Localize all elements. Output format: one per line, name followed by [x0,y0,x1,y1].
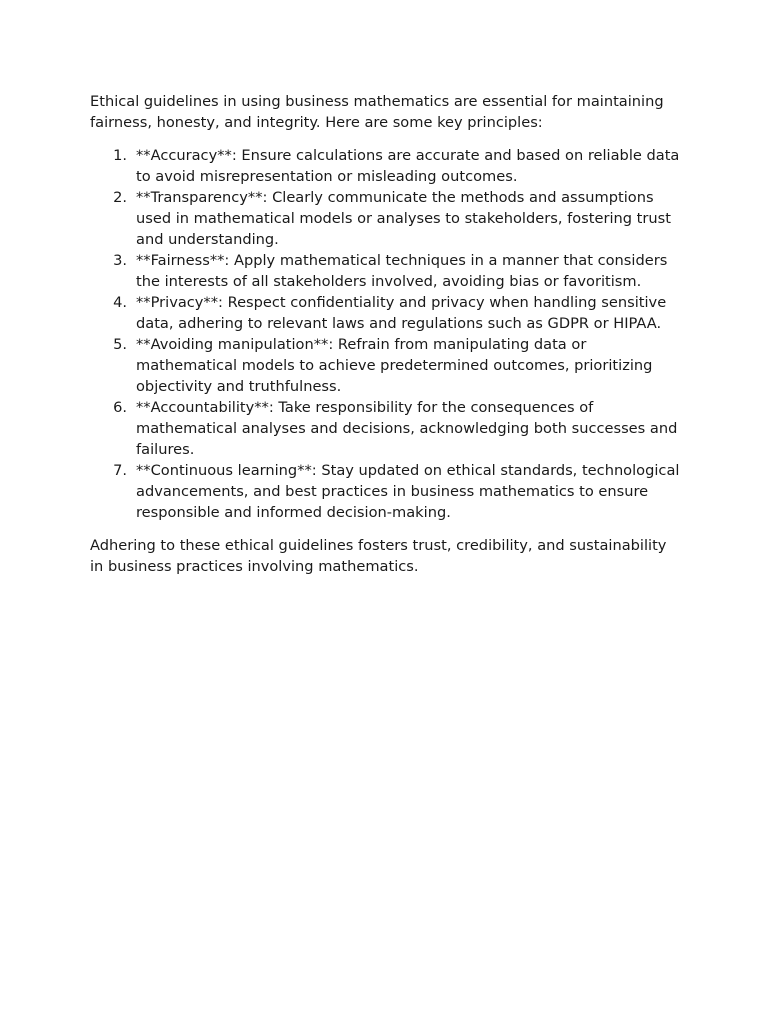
principles-list [90,145,680,523]
list-item [90,145,680,187]
list-item-text: **Fairness**: Apply mathematical techniques in a manner that considers the interests of all stakeholders involved, avoiding bias or favoritism. [136,252,668,290]
list-item-number: 5. [113,336,127,353]
list-item-number: 4. [113,294,127,311]
intro-paragraph: Ethical guidelines in using business mathematics are essential for maintaining fairness, honesty, and integrity. Here are some key principles: [90,93,664,131]
list-item-number: 1. [113,147,127,164]
list-item-text: **Transparency**: Clearly communicate the methods and assumptions used in mathematical models or analyses to stakeholders, fostering trust and understanding. [136,189,671,248]
list-item-text: **Avoiding manipulation**: Refrain from manipulating data or mathematical models to achieve predetermined outcomes, prioritizing objectivity and truthfulness. [136,336,653,395]
list-item [90,334,680,397]
list-item-text: **Continuous learning**: Stay updated on ethical standards, technological advancements, and best practices in business mathematics to ensure responsible and informed decision-making. [136,462,680,521]
list-item-text: **Privacy**: Respect confidentiality and privacy when handling sensitive data, adhering to relevant laws and regulations such as GDPR or HIPAA. [136,294,667,332]
list-item-number: 3. [113,252,127,269]
list-item-text: **Accountability**: Take responsibility for the consequences of mathematical analyses and decisions, acknowledging both successes and failures. [136,399,678,458]
list-item-number: 6. [113,399,127,416]
list-item [90,460,680,523]
list-item [90,187,680,250]
document-body [90,91,680,577]
conclusion-paragraph: Adhering to these ethical guidelines fosters trust, credibility, and sustainability in business practices involving mathematics. [90,537,667,575]
list-item [90,397,680,460]
list-item-text: **Accuracy**: Ensure calculations are accurate and based on reliable data to avoid misrepresentation or misleading outcomes. [136,147,680,185]
list-item-number: 7. [113,462,127,479]
list-item-number: 2. [113,189,127,206]
list-item [90,292,680,334]
list-item [90,250,680,292]
